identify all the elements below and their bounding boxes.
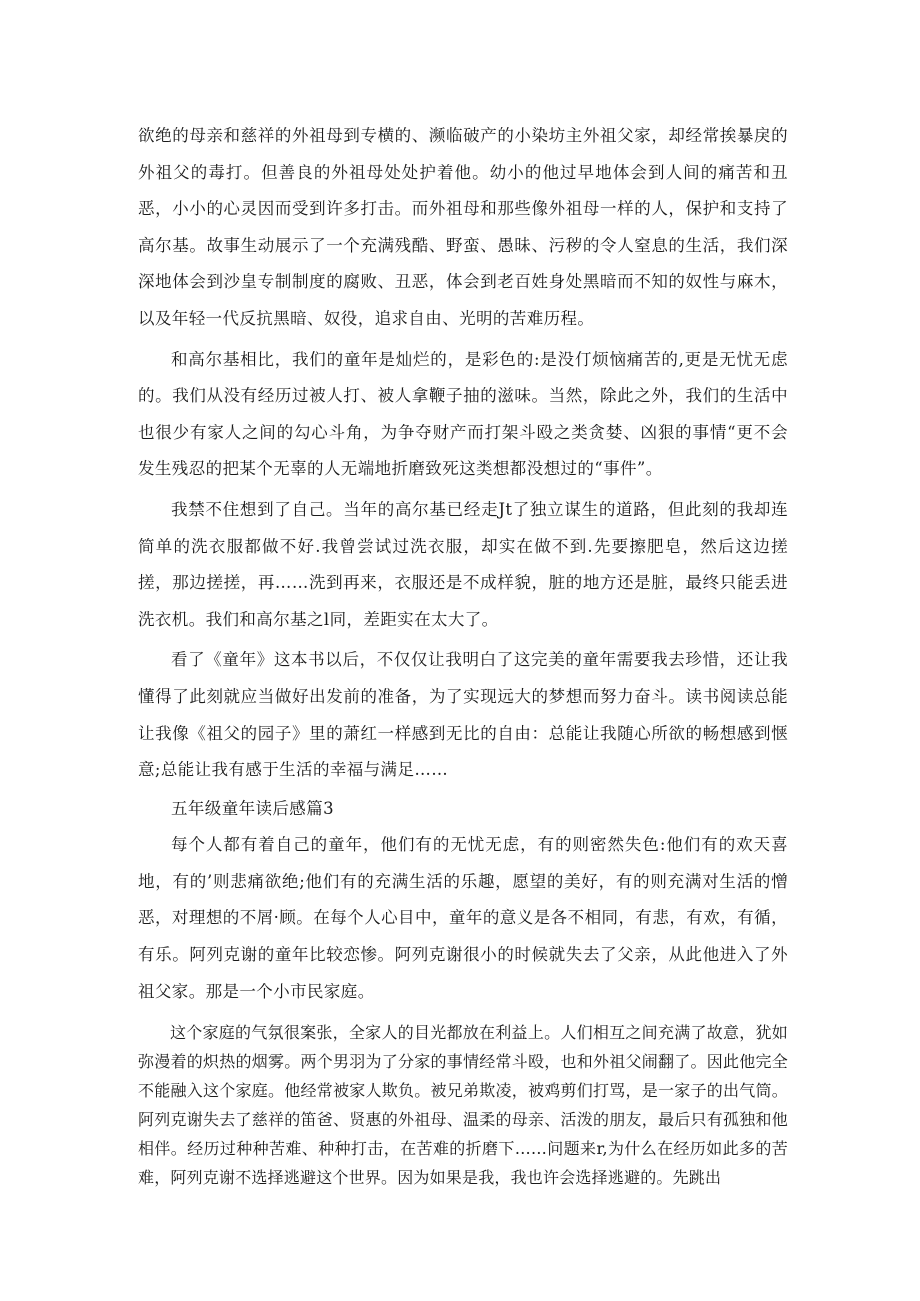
section-heading: 五年级童年读后感篇3	[171, 798, 334, 818]
paragraph-1: 欲绝的母亲和慈祥的外祖母到专横的、濒临破产的小染坊主外祖父家，却经常挨暴戾的外祖父的毒打。但善良的外祖母处处护着他。幼小的他过早地体会到人间的痛苦和丑恶，小小的心灵因而受到许多打击。而外祖母和那些像外祖母一样的人，保护和支持了高尔基。故事生动展示了一个充满残酷、野蛮、愚昧、污秽的令人窒息的生活，我们深深地体会到沙皇专制制度的腐败、丑恶，体会到老百姓身处黑暗而不知的奴性与麻木，以及年轻一代反抗黑暗、奴役，追求自由、光明的苦难历程。	[138, 126, 788, 328]
paragraph-4: 看了《童年》这本书以后，不仅仅让我明白了这完美的童年需要我去珍惜，还让我懂得了此刻就应当做好出发前的准备，为了实现远大的梦想而努力奋斗。读书阅读总能让我像《祖父的园子》里的萧红一样感到无比的自由：总能让我随心所欲的畅想感到惬意;总能让我有感于生活的幸福与满足……	[138, 650, 788, 780]
paragraph-2: 和高尔基相比，我们的童年是灿烂的，是彩色的:是没仃烦恼痛苦的,更是无忧无虑的。我们从没有经历过被人打、被人拿鞭子抽的滋味。当然，除此之外，我们的生活中也很少有家人之间的勾心斗角，为争夺财产而打架斗殴之类贪婪、凶狠的事情“更不会发生残忍的把某个无辜的人无端地折磨致死这类想都没想过的“事件”。	[138, 349, 788, 479]
paragraph-3: 我禁不住想到了自己。当年的高尔基已经走Jt了独立谋生的道路，但此刻的我却连简单的洗衣服都做不好.我曾尝试过洗衣服，却实在做不到.先要擦肥皂，然后这边搓搓，那边搓搓，再……洗到再来，衣服还是不成样貌，脏的地方还是脏，最终只能丢进洗衣机。我们和高尔基之l同，差距实在太大了。	[138, 499, 788, 629]
paragraph-5: 每个人都有着自己的童年，他们有的无忧无虑，有的则密然失色:他们有的欢天喜地，有的’则悲痛欲绝;他们有的充满生活的乐趣，愿望的美好，有的则充满对生活的憎恶，对理想的不屑·顾。在每个人心目中，童年的意义是各不相同，有悲，有欢，有循，有乐。阿列克谢的童年比较恋惨。阿列克谢很小的时候就失去了父亲，从此他进入了外祖父家。那是一个小市民家庭。	[138, 835, 788, 1001]
paragraph-6: 这个家庭的气氛很案张，全家人的目光都放在利益上。人们相互之间充满了故意，犹如弥漫着的炽热的烟雾。两个男羽为了分家的事情经常斗殴，也和外祖父闹翻了。因此他完全不能融入这个家庭。他经常被家人欺负。被兄弟欺凌，被鸡剪们打骂，是一家子的出气筒。阿列克谢失去了慈祥的笛爸、贤惠的外祖母、温柔的母亲、活泼的朋友，最后只有孤独和他相伴。经历过种种苦难、种种打击，在苦难的折磨下……问题来r,为什么在经历如此多的苦难，阿列克谢不选择逃避这个世界。因为如果是我，我也许会选择逃避的。先跳出	[138, 1023, 788, 1188]
document-body	[138, 118, 788, 1192]
